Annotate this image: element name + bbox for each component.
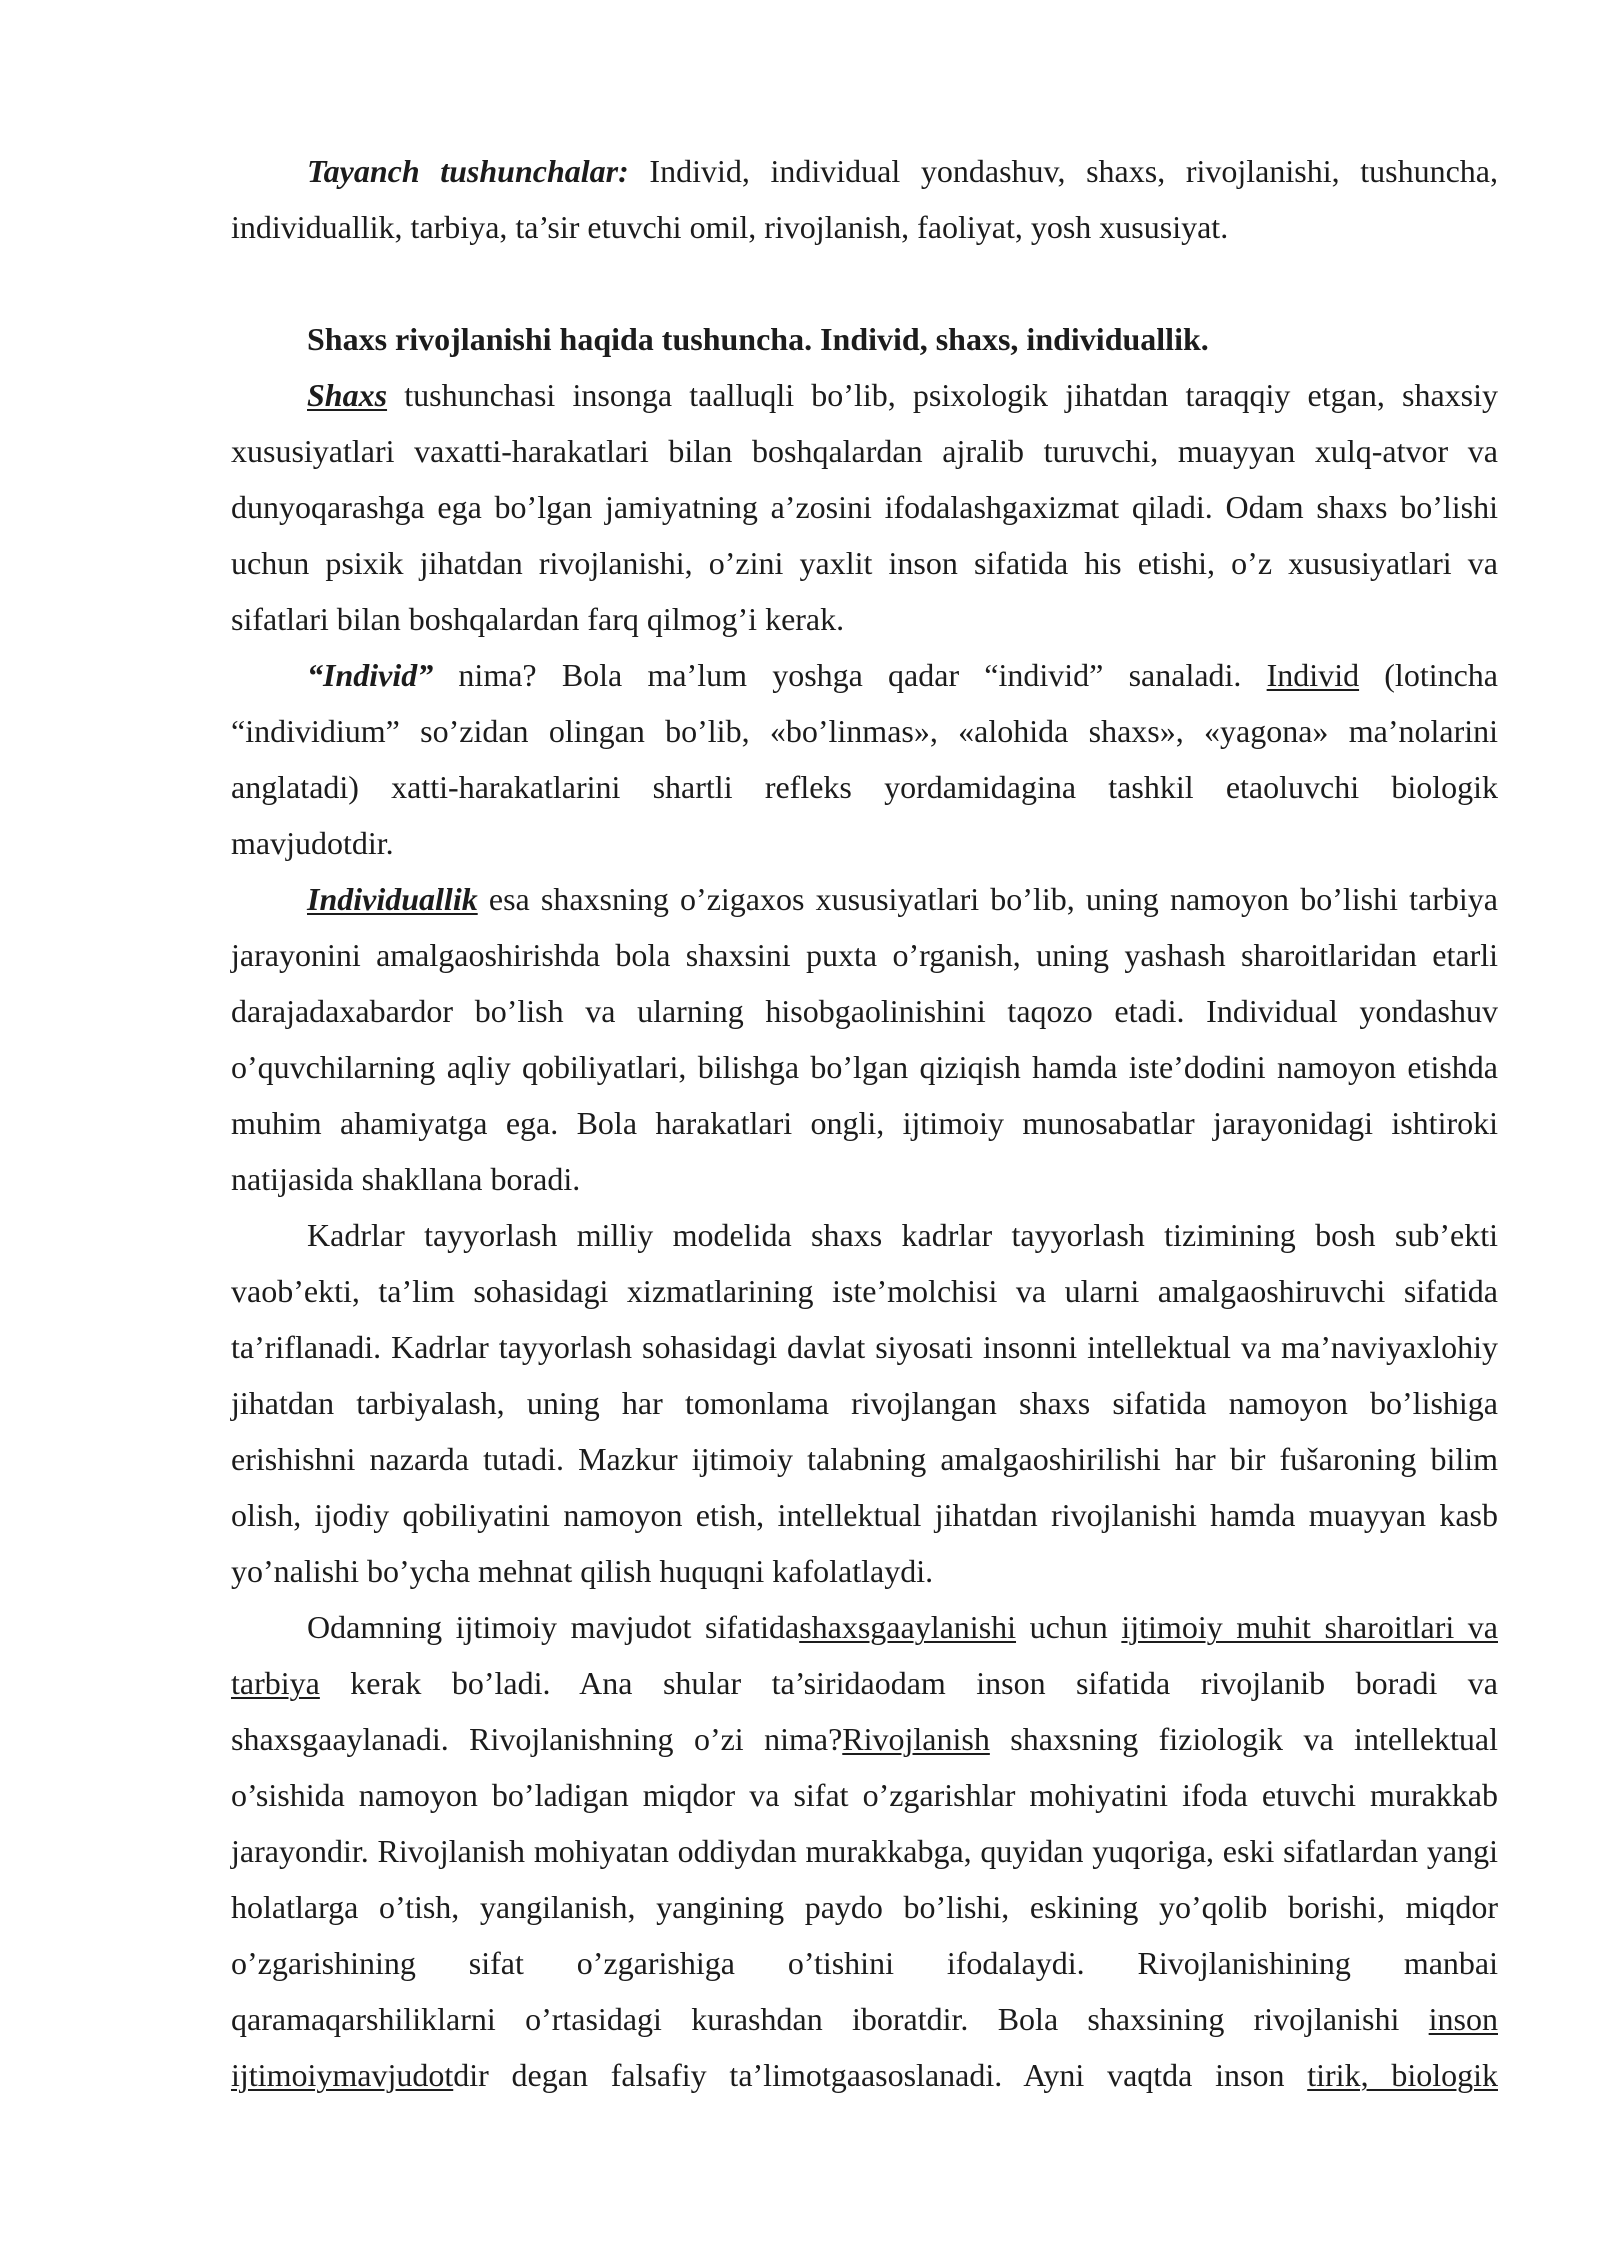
text-line [231,591,1498,647]
text-line [231,2047,1498,2103]
text-line [231,1263,1498,1319]
term-individ-underlined: Individ [1266,657,1360,693]
text-run: olish, ijodiy qobiliyatini namoyon etish, intellektual jihatdan rivojlanishi hamda muayyan kasb [231,1497,1498,1533]
paragraph-individuallik [231,871,1498,1207]
text-run: uchun psixik jihatdan rivojlanishi, o’zini yaxlit inson sifatida his etishi, o’z xususiyatlari va [231,545,1498,581]
text-run: jarayondir. Rivojlanish mohiyatan oddiydan murakkabga, quyidan yuqoriga, eski sifatlardan yangi [231,1833,1498,1869]
text-run: jihatdan tarbiyalash, uning har tomonlama rivojlangan shaxs sifatida namoyon bo’lishiga [231,1385,1498,1421]
term-shaxsgaaylanishi: shaxsgaaylanishi [799,1609,1017,1645]
heading-line [231,311,1498,367]
text-line [231,1823,1498,1879]
term-ijtimoiymavjudot: ijtimoiymavjudot [231,2057,454,2093]
text-line [231,1543,1498,1599]
text-line [231,1319,1498,1375]
section-heading [231,311,1498,367]
text-line [231,983,1498,1039]
text-line [231,647,1498,703]
text-run: sifatlari bilan boshqalardan farq qilmog’i kerak. [231,601,845,637]
text-run: o’zgarishining sifat o’zgarishiga o’tishini ifodalaydi. Rivojlanishining manbai [231,1945,1498,1981]
term-individ-quoted: “Individ” [307,657,434,693]
text-run: tushunchasi insonga taalluqli bo’lib, psixologik jihatdan taraqqiy etgan, shaxsiy [387,377,1498,413]
paragraph-kadrlar [231,1207,1498,1599]
text-line [231,423,1498,479]
text-run: o’sishida namoyon bo’ladigan miqdor va sifat o’zgarishlar mohiyatini ifoda etuvchi murakkab [231,1777,1498,1813]
text-line [231,1599,1498,1655]
term-ijtimoiy-muhit: ijtimoiy muhit sharoitlari va [1121,1609,1498,1645]
term-inson: inson [1428,2001,1498,2037]
text-run: uchun [1016,1609,1122,1645]
text-line [231,703,1498,759]
text-line [231,1767,1498,1823]
text-run: nima? Bola ma’lum yoshga qadar “individ” sanaladi. [433,657,1267,693]
text-line [231,815,1498,871]
text-run: qaramaqarshiliklarni o’rtasidagi kurashdan iboratdir. Bola shaxsining rivojlanishi [231,2001,1429,2037]
text-run: natijasida shakllana boradi. [231,1161,581,1197]
text-line [231,1431,1498,1487]
text-line [231,1487,1498,1543]
paragraph-shaxs [231,367,1498,647]
text-run: “individium” so’zidan olingan bo’lib, «bo’linmas», «alohida shaxs», «yagona» ma’nolarini [231,713,1498,749]
text-run: erishishni nazarda tutadi. Mazkur ijtimoiy talabning amalgaoshirilishi har bir fušaroning bilim [231,1441,1498,1477]
text-line [231,1151,1498,1207]
text-line [231,871,1498,927]
paragraph-key-terms [231,143,1498,255]
text-line [231,1039,1498,1095]
paragraph-rivojlanish [231,1599,1498,2103]
text-line [231,1711,1498,1767]
text-run: Kadrlar tayyorlash milliy modelida shaxs kadrlar tayyorlash tizimining bosh sub’ekti [307,1217,1498,1253]
text-run: dunyoqarashga ega bo’lgan jamiyatning a’zosini ifodalashgaxizmat qiladi. Odam shaxs bo’lishi [231,489,1498,525]
term-tirik-biologik: tirik, biologik [1307,2057,1498,2093]
text-run: anglatadi) xatti-harakatlarini shartli refleks yordamidagina tashkil etaoluvchi biologik [231,769,1498,805]
text-run: o’quvchilarning aqliy qobiliyatlari, bilishga bo’lgan qiziqish hamda iste’dodini namoyon etishda [231,1049,1498,1085]
text-run: Individ, individual yondashuv, shaxs, rivojlanishi, tushuncha, [628,153,1499,189]
text-run: vaob’ekti, ta’lim sohasidagi xizmatlarining iste’molchisi va ularni amalgaoshiruvchi sifatida [231,1273,1498,1309]
text-line [231,367,1498,423]
text-run: jarayonini amalgaoshirishda bola shaxsini puxta o’rganish, uning yashash sharoitlaridan etarli [231,937,1498,973]
term-rivojlanish: Rivojlanish [842,1721,990,1757]
text-run: mavjudotdir. [231,825,394,861]
text-run: shaxsning fiziologik va intellektual [989,1721,1499,1757]
term-shaxs: Shaxs [307,377,388,413]
text-run: holatlarga o’tish, yangilanish, yangining paydo bo’lishi, eskining yo’qolib borishi, miqdor [231,1889,1498,1925]
text-line [231,143,1498,199]
text-line [231,479,1498,535]
text-line [231,1655,1498,1711]
text-run: shaxsgaaylanadi. Rivojlanishning o’zi nima? [231,1721,843,1757]
text-line [231,1095,1498,1151]
term-tarbiya: tarbiya [231,1665,320,1701]
text-run: darajadaxabardor bo’lish va ularning hisobgaolinishini taqozo etadi. Individual yondashuv [231,993,1498,1029]
paragraph-individ [231,647,1498,871]
text-run: Odamning ijtimoiy mavjudot sifatida [307,1609,800,1645]
text-line [231,927,1498,983]
text-line [231,1207,1498,1263]
text-run: (lotincha [1359,657,1499,693]
term-individuallik: Individuallik [307,881,478,917]
text-line [231,759,1498,815]
text-run: ta’riflanadi. Kadrlar tayyorlash sohasidagi davlat siyosati insonni intellektual va ma’naviyaxlohiy [231,1329,1498,1365]
document-body [231,143,1498,2103]
text-run: esa shaxsning o’zigaxos xususiyatlari bo’lib, uning namoyon bo’lishi tarbiya [477,881,1498,917]
text-line [231,1991,1498,2047]
heading-text: Shaxs rivojlanishi haqida tushuncha. Individ, shaxs, individuallik. [307,321,1209,357]
text-line [231,1879,1498,1935]
blank-line [231,255,1498,311]
text-line [231,535,1498,591]
text-line [231,199,1498,255]
key-terms-label: Tayanch tushunchalar: [307,153,629,189]
text-run: dir degan falsafiy ta’limotgaasoslanadi. Ayni vaqtda inson [453,2057,1308,2093]
text-run: xususiyatlari vaxatti-harakatlari bilan boshqalardan ajralib turuvchi, muayyan xulq-atvor va [231,433,1498,469]
text-line [231,1935,1498,1991]
text-run: muhim ahamiyatga ega. Bola harakatlari ongli, ijtimoiy munosabatlar jarayonidagi ishtiroki [231,1105,1498,1141]
text-run: yo’nalishi bo’ycha mehnat qilish huquqni kafolatlaydi. [231,1553,934,1589]
text-line [231,1375,1498,1431]
text-run: kerak bo’ladi. Ana shular ta’siridaodam inson sifatida rivojlanib boradi va [319,1665,1498,1701]
text-run: individuallik, tarbiya, ta’sir etuvchi omil, rivojlanish, faoliyat, yosh xususiyat. [231,209,1229,245]
